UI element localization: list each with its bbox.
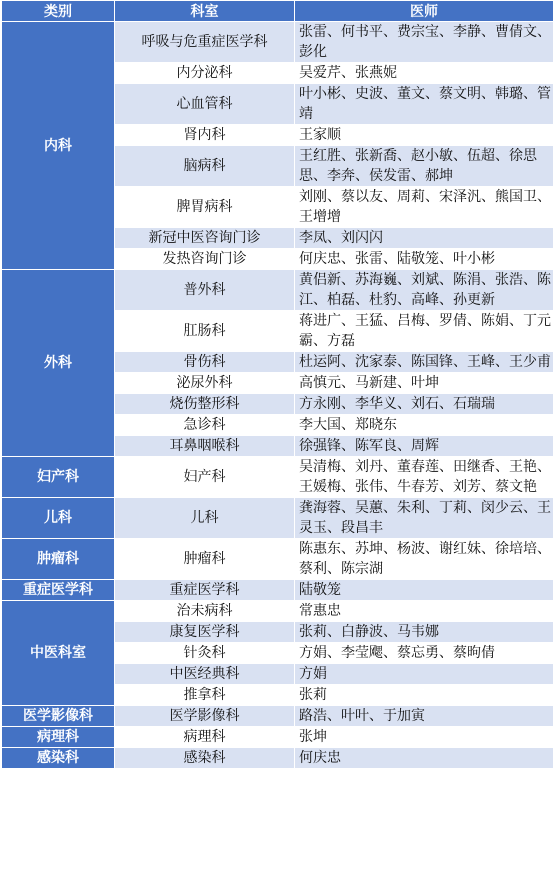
category-cell: 重症医学科 xyxy=(2,580,115,601)
table-row xyxy=(2,727,554,748)
category-cell: 妇产科 xyxy=(2,457,115,498)
department-cell: 急诊科 xyxy=(115,415,295,436)
doctors-cell: 吴爱芹、张燕妮 xyxy=(295,63,554,84)
table-row xyxy=(2,706,554,727)
doctors-cell: 张坤 xyxy=(295,727,554,748)
table-row xyxy=(2,748,554,769)
category-cell: 儿科 xyxy=(2,498,115,539)
header-department: 科室 xyxy=(115,1,295,22)
doctors-cell: 高慎元、马新建、叶坤 xyxy=(295,373,554,394)
category-cell: 内科 xyxy=(2,22,115,270)
doctors-cell: 方娟 xyxy=(295,664,554,685)
department-cell: 肿瘤科 xyxy=(115,539,295,580)
department-cell: 发热咨询门诊 xyxy=(115,249,295,270)
department-cell: 烧伤整形科 xyxy=(115,394,295,415)
header-doctors: 医师 xyxy=(295,1,554,22)
table-row xyxy=(2,22,554,63)
doctors-cell: 吴清梅、刘丹、董春莲、田继香、王艳、王媛梅、张伟、牛春芳、刘芳、蔡文艳 xyxy=(295,457,554,498)
department-cell: 病理科 xyxy=(115,727,295,748)
doctors-cell: 张莉、白静波、马韦娜 xyxy=(295,622,554,643)
table-row xyxy=(2,539,554,580)
table-row xyxy=(2,270,554,311)
doctors-cell: 杜运阿、沈家泰、陈国锋、王峰、王少甫 xyxy=(295,352,554,373)
category-cell: 中医科室 xyxy=(2,601,115,706)
table-header-row xyxy=(2,1,554,22)
department-cell: 新冠中医咨询门诊 xyxy=(115,228,295,249)
department-cell: 儿科 xyxy=(115,498,295,539)
doctors-cell: 叶小彬、史波、董文、蔡文明、韩璐、管靖 xyxy=(295,84,554,125)
category-cell: 病理科 xyxy=(2,727,115,748)
doctors-cell: 方永刚、李华义、刘石、石瑞瑞 xyxy=(295,394,554,415)
category-cell: 医学影像科 xyxy=(2,706,115,727)
department-cell: 耳鼻咽喉科 xyxy=(115,436,295,457)
header-category: 类别 xyxy=(2,1,115,22)
doctors-cell: 王红胜、张新喬、赵小敏、伍超、徐思思、李奔、侯发雷、郝坤 xyxy=(295,146,554,187)
doctors-cell: 徐强锋、陈军良、周辉 xyxy=(295,436,554,457)
department-cell: 妇产科 xyxy=(115,457,295,498)
doctors-cell: 陈惠东、苏坤、杨波、谢红妹、徐培培、蔡利、陈宗湖 xyxy=(295,539,554,580)
category-cell: 肿瘤科 xyxy=(2,539,115,580)
department-cell: 骨伤科 xyxy=(115,352,295,373)
doctors-cell: 龚海蓉、吴蕙、朱利、丁莉、闵少云、王灵玉、段昌丰 xyxy=(295,498,554,539)
table-row xyxy=(2,457,554,498)
department-cell: 肛肠科 xyxy=(115,311,295,352)
department-cell: 康复医学科 xyxy=(115,622,295,643)
doctors-cell: 李大国、郑晓东 xyxy=(295,415,554,436)
category-cell: 感染科 xyxy=(2,748,115,769)
doctors-cell: 蒋进广、王猛、吕梅、罗倩、陈娟、丁元霸、方磊 xyxy=(295,311,554,352)
department-cell: 泌尿外科 xyxy=(115,373,295,394)
department-cell: 中医经典科 xyxy=(115,664,295,685)
category-cell: 外科 xyxy=(2,270,115,457)
department-cell: 重症医学科 xyxy=(115,580,295,601)
doctors-cell: 张雷、何书平、费宗宝、李静、曹倩文、彭化 xyxy=(295,22,554,63)
department-cell: 感染科 xyxy=(115,748,295,769)
table-row xyxy=(2,601,554,622)
department-cell: 推拿科 xyxy=(115,685,295,706)
doctors-cell: 王家顺 xyxy=(295,125,554,146)
department-cell: 心血管科 xyxy=(115,84,295,125)
department-cell: 普外科 xyxy=(115,270,295,311)
doctors-cell: 方娟、李莹飔、蔡忘勇、蔡昫倩 xyxy=(295,643,554,664)
doctor-schedule-table xyxy=(1,0,554,769)
doctors-cell: 李凤、刘闪闪 xyxy=(295,228,554,249)
doctors-cell: 陆敬笼 xyxy=(295,580,554,601)
table-row xyxy=(2,498,554,539)
doctors-cell: 路浩、叶叶、于加寅 xyxy=(295,706,554,727)
doctors-cell: 黄侣新、苏海巍、刘斌、陈涓、张浩、陈江、柏磊、杜豹、高峰、孙更新 xyxy=(295,270,554,311)
department-cell: 脑病科 xyxy=(115,146,295,187)
doctors-cell: 张莉 xyxy=(295,685,554,706)
department-cell: 治未病科 xyxy=(115,601,295,622)
department-cell: 针灸科 xyxy=(115,643,295,664)
table-row xyxy=(2,580,554,601)
department-cell: 医学影像科 xyxy=(115,706,295,727)
department-cell: 肾内科 xyxy=(115,125,295,146)
doctors-cell: 常惠忠 xyxy=(295,601,554,622)
doctors-cell: 何庆忠 xyxy=(295,748,554,769)
department-cell: 呼吸与危重症医学科 xyxy=(115,22,295,63)
department-cell: 内分泌科 xyxy=(115,63,295,84)
doctors-cell: 刘刚、蔡以友、周莉、宋泽汎、熊国卫、王增增 xyxy=(295,187,554,228)
doctors-cell: 何庆忠、张雷、陆敬笼、叶小彬 xyxy=(295,249,554,270)
department-cell: 脾胃病科 xyxy=(115,187,295,228)
